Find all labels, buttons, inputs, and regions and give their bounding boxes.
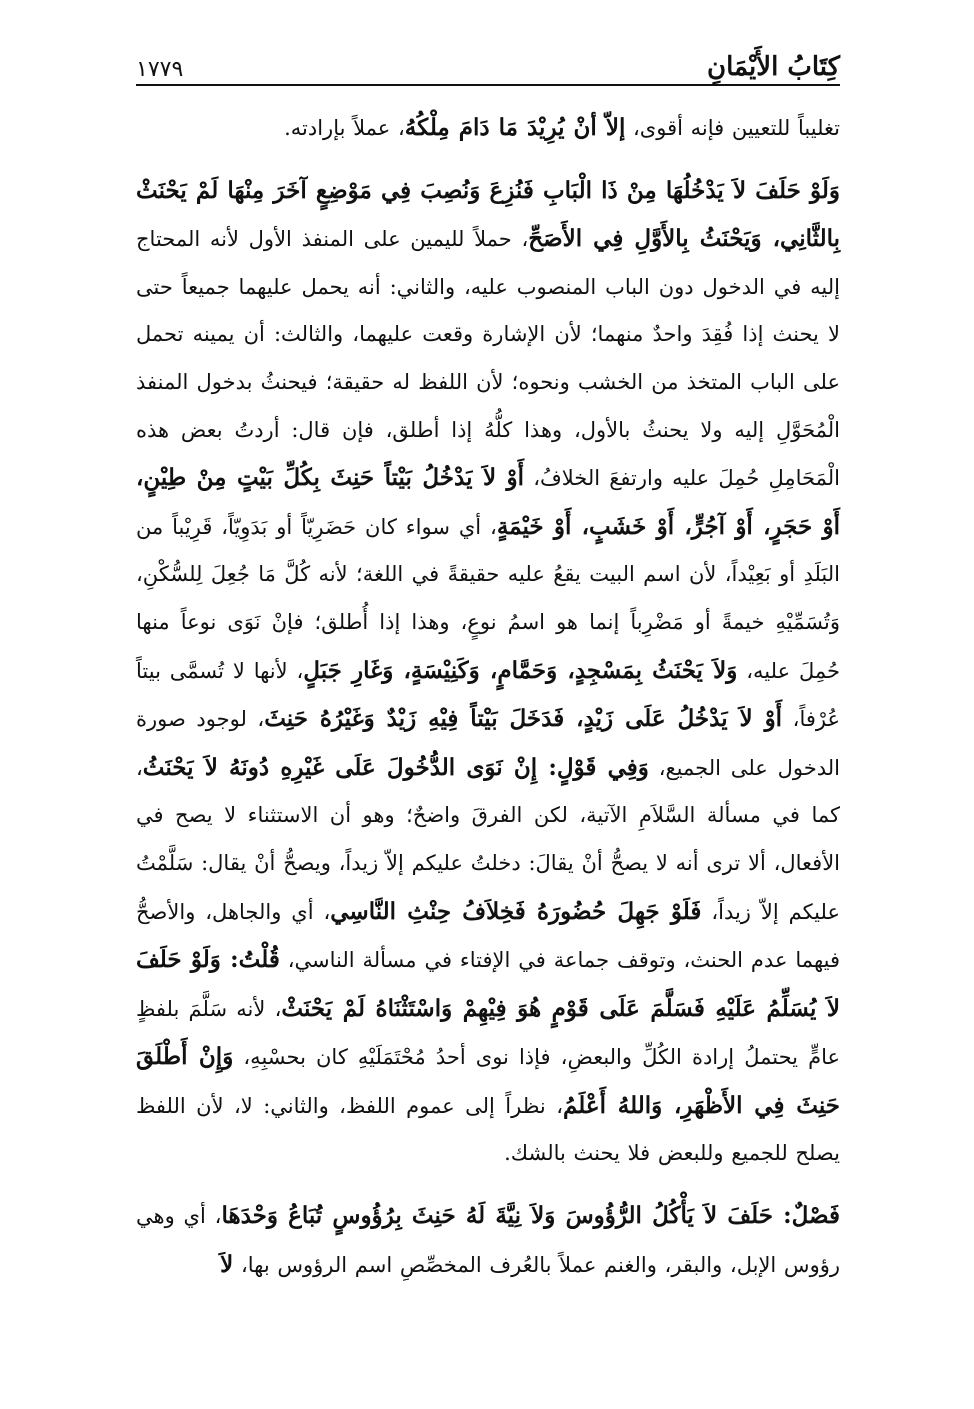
commentary-text: ، أي وهي رؤوس الإبل، والبقر، والغنم عملاً بالعُرف المخصِّصِ اسم الرؤوس بها، (136, 1204, 840, 1277)
paragraph-2 (136, 167, 840, 1178)
paragraph-3 (136, 1192, 840, 1289)
matn-text: وَإِنْ أَطْلَقَ حَنِثَ فِي الأَظْهَرِ، وَاللهُ أَعْلَمُ (136, 1043, 840, 1119)
commentary-text: ، لوجود صورة الدخول على الجميع، (136, 707, 840, 780)
commentary-text: تغليباً للتعيين فإنه أقوى، (625, 116, 840, 140)
commentary-text: ، عملاً بإرادته. (284, 116, 405, 140)
matn-text: إلاّ أنْ يُرِيْدَ مَا دَامَ مِلْكُهُ (404, 114, 626, 141)
commentary-text: ، لأنه سَلَّمَ بلفظٍ عامٍّ يحتملُ إرادة الكُلِّ والبعضِ، فإذا نوى أحدُ مُحْتَمَلَيْهِ كان بحسْبِهِ، (136, 996, 840, 1070)
commentary-text: ، لأنها لا تُسمَّى بيتاً عُرْفاً، (136, 658, 840, 732)
matn-text: قُلْتُ: وَلَوْ حَلَفَ لاَ يُسَلِّمُ عَلَيْهِ فَسَلَّمَ عَلَى قَوْمٍ هُوَ فِيْهِمْ وَاسْتَثْنَاهُ لَمْ يَحْنَثْ (136, 946, 841, 1022)
matn-text: وَفِي قَوْلٍ: إِنْ نَوَى الدُّخُولَ عَلَى غَيْرِهِ دُونَهُ لاَ يَحْنَثُ (142, 753, 649, 781)
commentary-text: ، حملاً لليمين على المنفذ الأول لأنه المحتاج إليه في الدخول دون الباب المنصوب عليه، والثاني: أنه يحمل عليهما جميعاً حتى لا يحنث إذا فُقِدَ واحدٌ منهما؛ لأن الإشارة وقعت عليهما، والثالث: أن يمينه تحمل على الباب المتخذ من الخشب ونحوه؛ لأن اللفظ له حقيقة؛ فيحنثُ بدخول المنفذ الْمُحَوَّلِ إليه ولا يحنثُ بالأول، وهذا كلُّهُ إذا أطلق، فإن قال: أردتُ بعض هذه الْمَحَامِلِ حُمِلَ عليه وارتفعَ الخلافُ، (136, 227, 840, 491)
commentary-text: ، أي والجاهل، والأصحُّ فيهما عدم الحنث، وتوقف جماعة في الإفتاء في مسألة الناسي، (136, 899, 840, 973)
matn-text: أَوْ لاَ يَدْخُلُ عَلَى زَيْدٍ، فَدَخَلَ بَيْتاً فِيْهِ زَيْدٌ وَغَيْرُهُ حَنِثَ (264, 705, 783, 733)
commentary-text: ، نظراً إلى عموم اللفظ، والثاني: لا، لأن اللفظ يصلح للجميع وللبعض فلا يحنث بالشك. (136, 1093, 840, 1166)
page-number: ١٧٧٩ (136, 57, 189, 82)
paragraph-1 (136, 104, 840, 153)
commentary-text: ، كما في مسألة السَّلاَمِ الآتية، لكن الفرقَ واضحٌ؛ وهو أن الاستثناء لا يصح في الأفعال، ألا ترى أنه لا يصحُّ أنْ يقالَ: دخلتُ عليكم إلاّ زيداً، ويصحُّ أنْ يقال: سَلَّمْتُ عليكم إلاّ زيداً، (136, 755, 841, 924)
running-header (136, 40, 840, 86)
matn-text: فَصْلٌ: حَلَفَ لاَ يَأْكُلُ الرُّؤُوسَ وَلاَ نِيَّةَ لَهُ حَنِثَ بِرُؤُوسٍ تُبَاعُ وَحْدَهَا (221, 1202, 840, 1230)
matn-text: فَلَوْ جَهِلَ حُضُورَهُ فَخِلاَفُ حِنْثِ النَّاسِي (330, 897, 702, 925)
matn-text: وَلَوْ حَلَفَ لاَ يَدْخُلُهَا مِنْ ذَا الْبَابِ فَنُزِعَ وَنُصِبَ فِي مَوْضِعٍ آخَرَ مِنْهَا لَمْ يَحْنَثْ بِالثَّانِي، وَيَحْنَثُ بِالأَوَّلِ فِي الأَصَحِّ (136, 176, 840, 253)
matn-text: أَوْ لاَ يَدْخُلُ بَيْتاً حَنِثَ بِكُلِّ بَيْتٍ مِنْ طِيْنٍ، أَوْ حَجَرٍ، أَوْ آجُرٍّ، أَوْ خَشَبٍ، أَوْ خَيْمَةٍ (136, 464, 840, 540)
book-page (136, 40, 840, 1380)
chapter-title: كِتَابُ الأَيْمَانِ (701, 52, 840, 82)
matn-text: لاَ (220, 1250, 234, 1278)
commentary-text: ، أي سواء كان حَضَرِيّاً أو بَدَوِيّاً، قَرِيْباً من البَلَدِ أو بَعِيْداً، لأن اسم البيت يقعُ عليه حقيقةً في اللغة؛ لأنه كُلَّ مَا جُعِلَ لِلسُّكْنِ، وَتُسَمِّيْهِ خيمةً أو مَضْرِباً إنما هو اسمُ نوعٍ، وهذا إذا أُطلق؛ فإنْ نَوَى نوعاً منها حُمِلَ عليه، (136, 514, 840, 683)
matn-text: وَلاَ يَحْنَثُ بِمَسْجِدٍ، وَحَمَّامٍ، وَكَنِيْسَةٍ، وَغَارِ جَبَلٍ (303, 656, 738, 684)
